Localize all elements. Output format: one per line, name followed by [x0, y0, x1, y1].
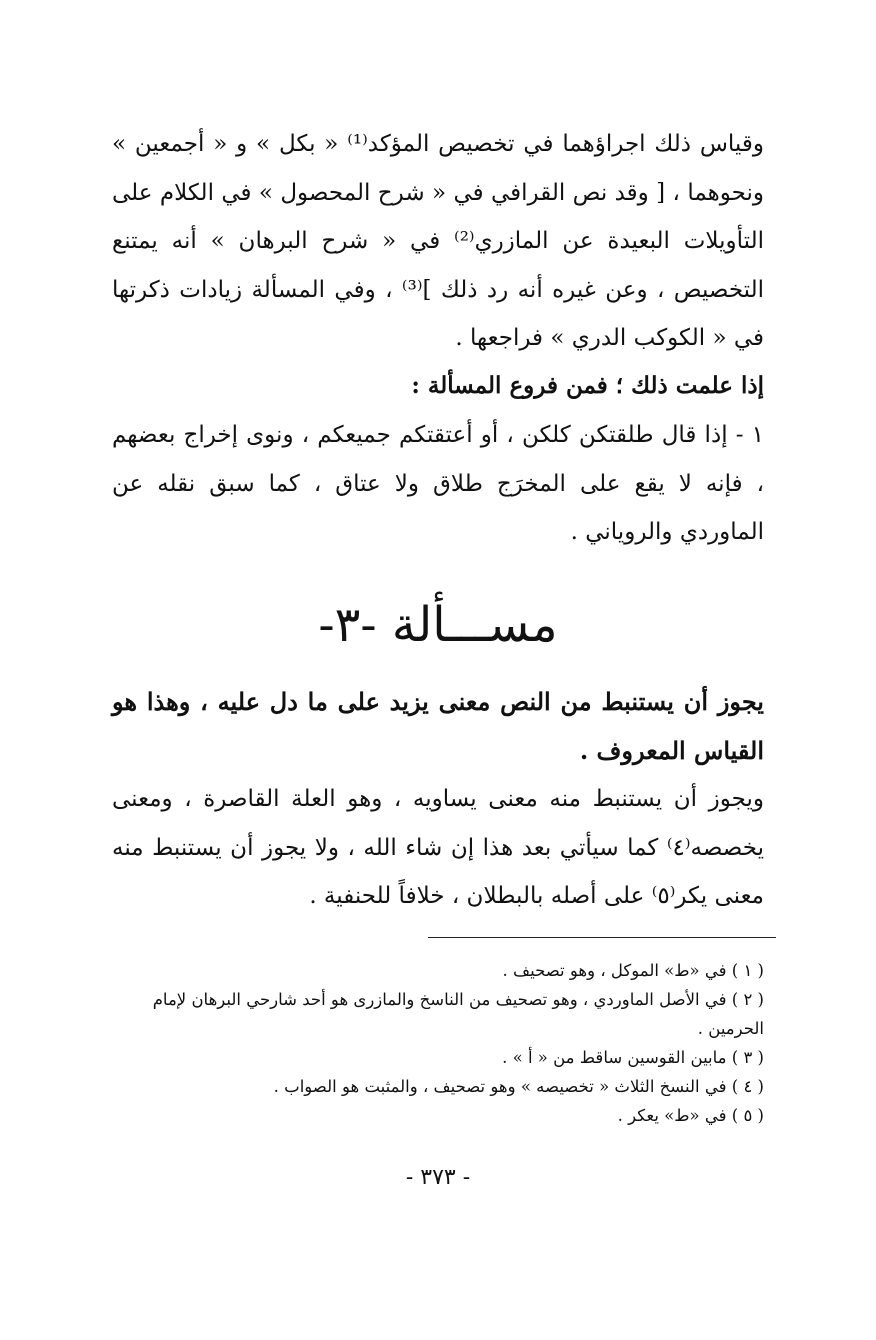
- footnotes-list: [112, 956, 764, 1130]
- footnote-divider: [428, 937, 776, 938]
- footnote-item: ( ٢ ) في الأصل الماوردي ، وهو تصحيف من الناسخ والمازرى هو أحد شارحي البرهان لإمام الحرمين .: [152, 990, 764, 1038]
- page-number: - ٣٧٣ -: [405, 1165, 471, 1190]
- paragraph-analogy-rule: يجوز أن يستنبط من النص معنى يزيد على ما دل عليه ، وهذا هو القياس المعروف .: [112, 687, 764, 765]
- footnote-item: ( ٥ ) في «ط» يعكر .: [617, 1106, 764, 1125]
- paragraph-branches-intro: إذا علمت ذلك ؛ فمن فروع المسألة :: [411, 372, 764, 399]
- paragraph-specification-of-emphasis: وقياس ذلك اجراؤهما في تخصيص المؤكد⁽¹⁾ « بكل » و « أجمعين » ونحوهما ، [ وقد نص القرافي في « شرح المحصول » في الكلام على التأويلات البعيدة عن المازري⁽²⁾ في « شرح البرهان » أنه يمتنع التخصيص ، وعن غيره أنه رد ذلك ]⁽³⁾ ، وفي المسألة زيادات ذكرتها في « الكوكب الدري » فراجعها .: [112, 131, 765, 351]
- section-heading: مســـألة -٣-: [318, 597, 558, 653]
- footnote-item: ( ١ ) في «ط» الموكل ، وهو تصحيف .: [502, 961, 764, 980]
- footnote-item: ( ٤ ) في النسخ الثلاث « تخصيصه » وهو تصحيف ، والمثبت هو الصواب .: [273, 1077, 764, 1096]
- footnote-item: ( ٣ ) مابين القوسين ساقط من « أ » .: [502, 1048, 764, 1067]
- paragraph-limited-cause: ويجوز أن يستنبط منه معنى يساويه ، وهو العلة القاصرة ، ومعنى يخصصه⁽٤⁾ كما سيأتي بعد هذا إن شاء الله ، ولا يجوز أن يستنبط منه معنى يكر⁽٥⁾ على أصله بالبطلان ، خلافاً للحنفية .: [112, 786, 764, 909]
- paragraph-branch-1: ١ - إذا قال طلقتكن كلكن ، أو أعتقتكم جميعكم ، ونوى إخراج بعضهم ، فإنه لا يقع على المخرَج طلاق ولا عتاق ، كما سبق نقله عن الماوردي والروياني .: [112, 422, 764, 545]
